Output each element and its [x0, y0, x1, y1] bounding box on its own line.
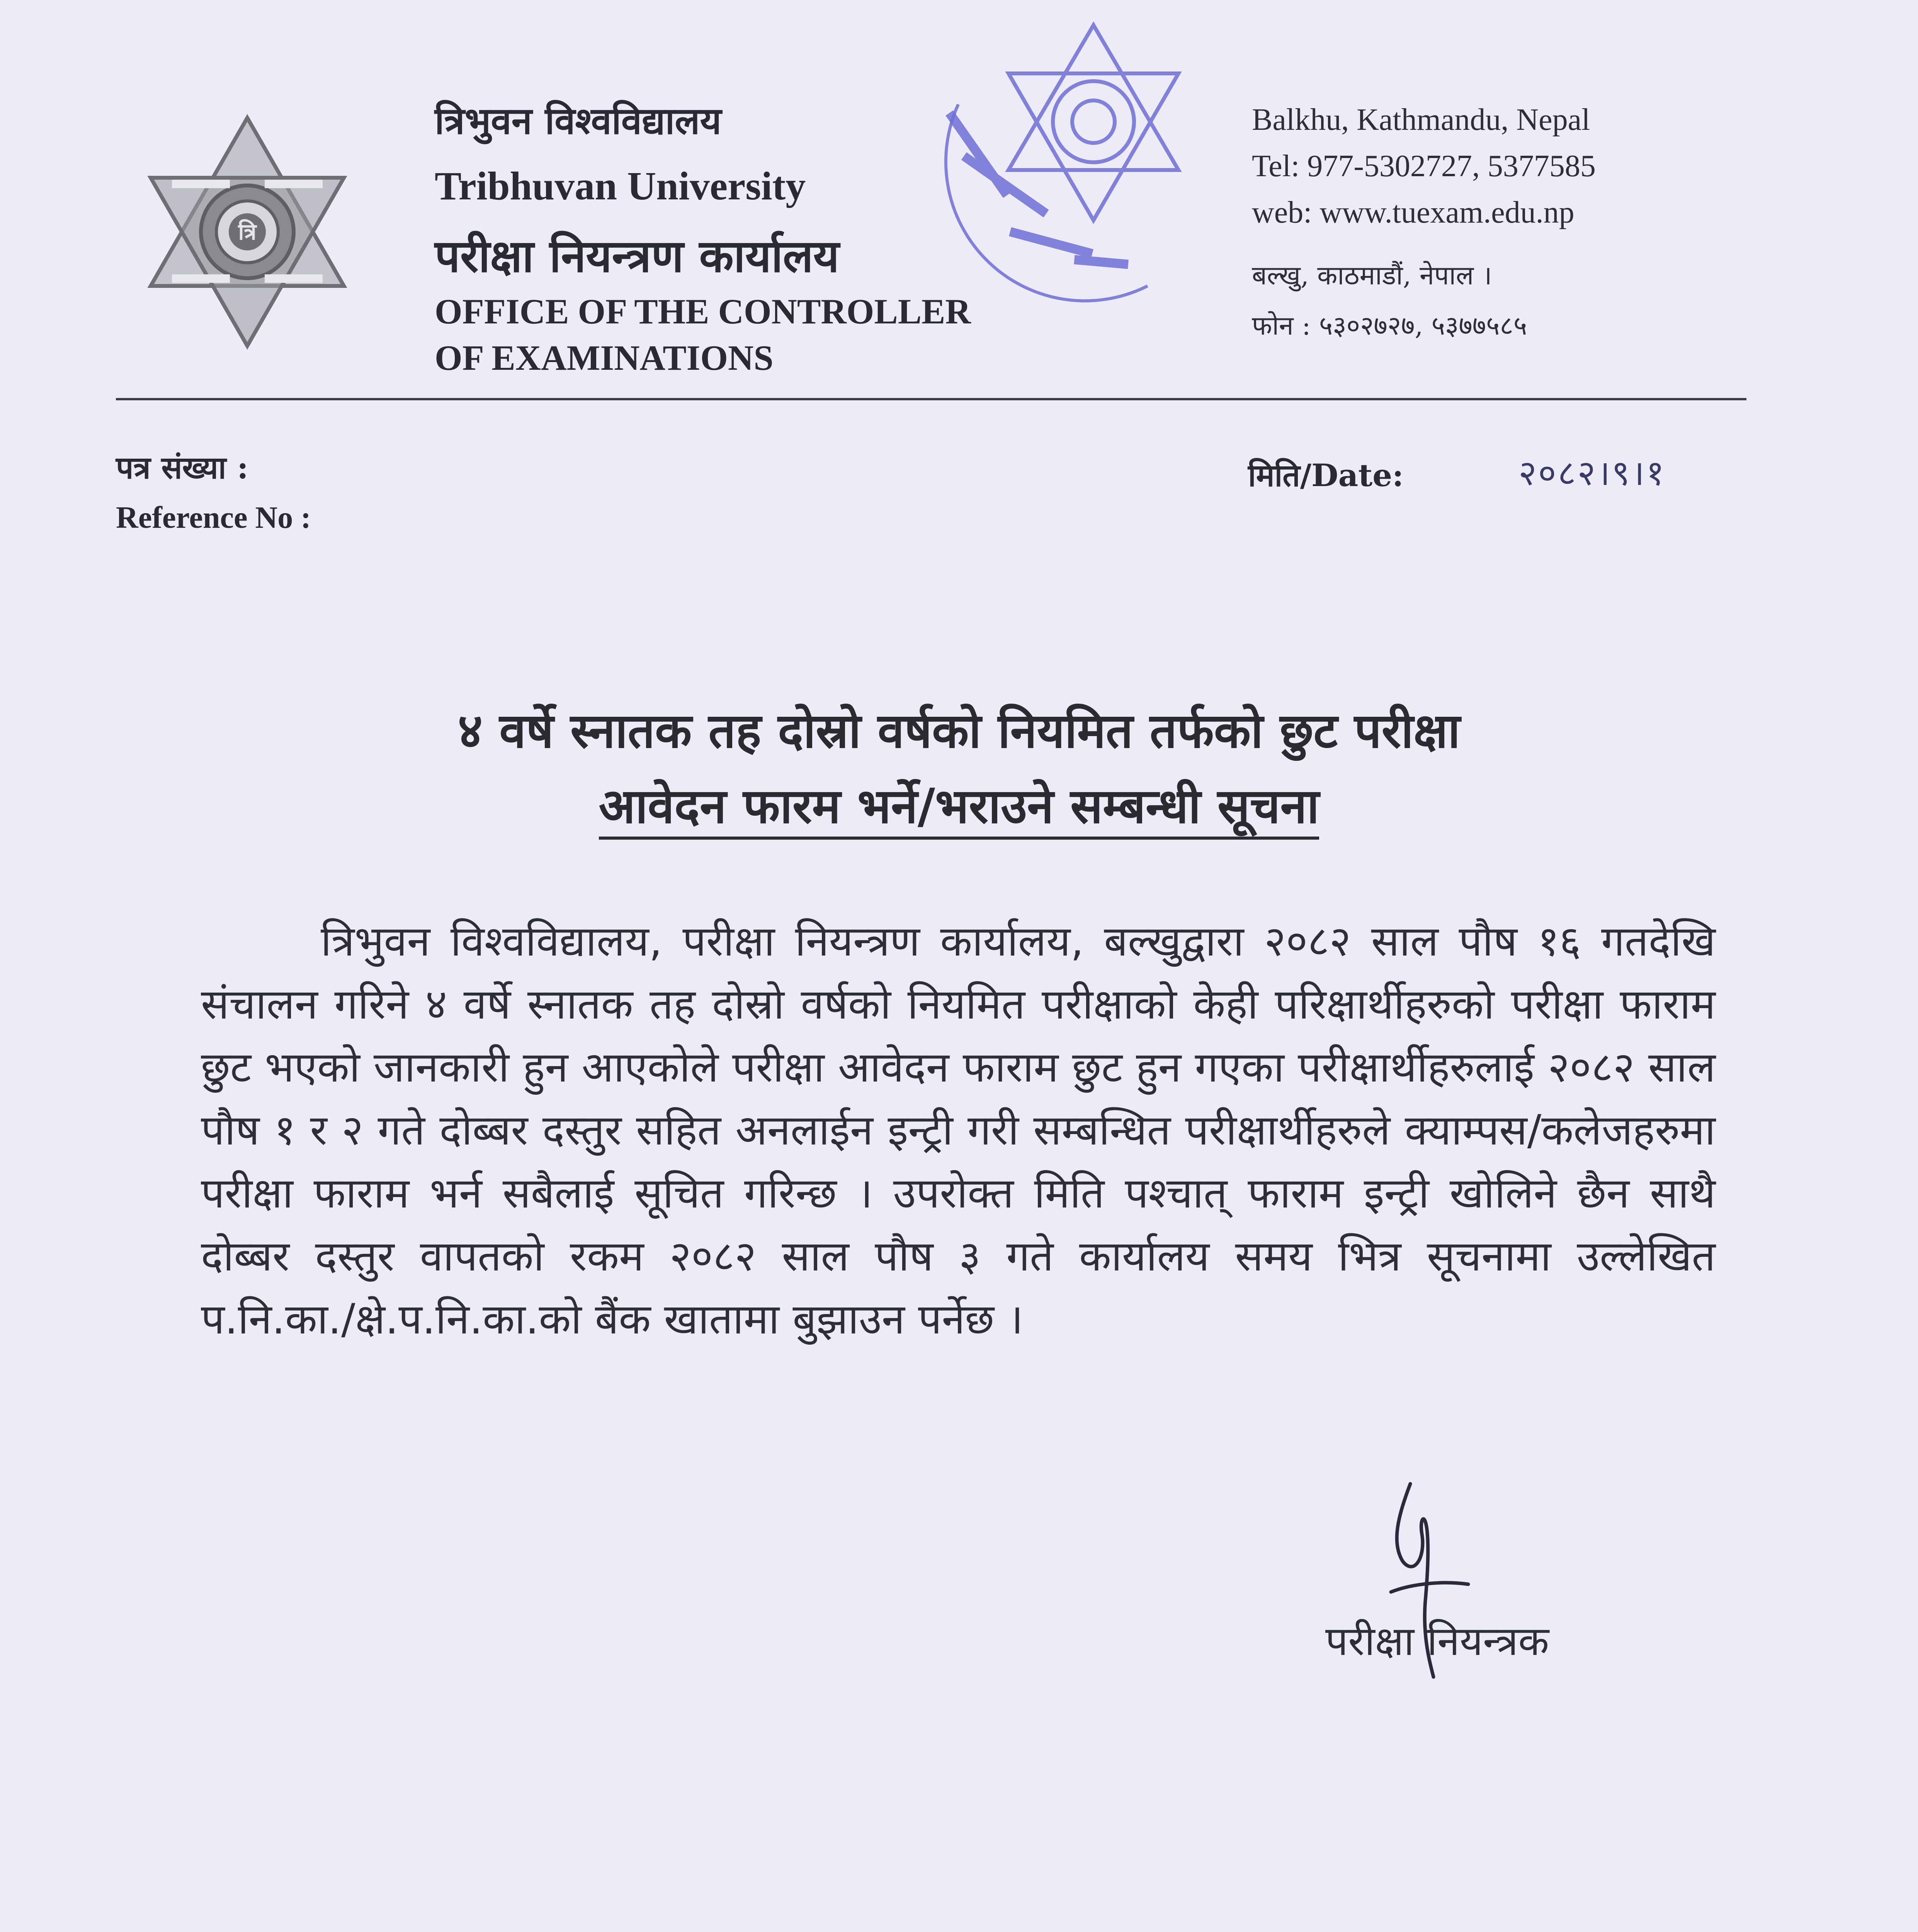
header-divider [116, 398, 1746, 400]
office-seal-stamp-icon [931, 19, 1209, 313]
university-name-np: त्रिभुवन विश्वविद्यालय [435, 99, 722, 143]
website-en: web: www.tuexam.edu.np [1252, 196, 1575, 230]
office-name-np: परीक्षा नियन्त्रण कार्यालय [435, 230, 840, 282]
university-name-en: Tribhuvan University [435, 164, 806, 208]
notice-body-paragraph: त्रिभुवन विश्वविद्यालय, परीक्षा नियन्त्रण कार्यालय, बल्खुद्वारा २०८२ साल पौष १६ गतदेखि संचालन गरिने ४ वर्षे स्नातक तह दोस्रो वर्षको नियमित परीक्षाको केही परिक्षार्थीहरुको परीक्षा फाराम छुट भएको जानकारी हुन आएकोले परीक्षा आवेदन फाराम छुट हुन गएका परीक्षार्थीहरुलाई २०८२ साल पौष १ र २ गते दोब्बर दस्तुर सहित अनलाईन इन्ट्री गरी सम्बन्धित परीक्षार्थीहरुले क्याम्पस/कलेजहरुमा परीक्षा फाराम भर्न सबैलाई सूचित गरिन्छ । उपरोक्त मिति पश्चात् फाराम इन्ट्री खोलिने छैन साथै दोब्बर दस्तुर वापतको रकम २०८२ साल पौष ३ गते कार्यालय समय भित्र सूचनामा उल्लेखित प.नि.का./क्षे.प.नि.का.को बैंक खातामा बुझाउन पर्नेछ । [201, 917, 1716, 1344]
address-en: Balkhu, Kathmandu, Nepal [1252, 103, 1590, 137]
tribhuvan-university-emblem-icon [145, 112, 350, 352]
notice-title-line2-text: आवेदन फारम भर्ने/भराउने सम्बन्धी सूचना [599, 782, 1319, 840]
reference-label-np: पत्र संख्या : [116, 449, 248, 486]
office-name-en-line1: OFFICE OF THE CONTROLLER [435, 292, 971, 331]
notice-title-line2 [0, 779, 1918, 840]
date-value: २०८२।९।१ [1518, 453, 1666, 493]
signatory-title: परीक्षा नियन्त्रक [1325, 1617, 1549, 1665]
telephone-en: Tel: 977-5302727, 5377585 [1252, 149, 1596, 183]
phone-np: फोन : ५३०२७२७, ५३७७५८५ [1252, 311, 1527, 341]
notice-title-line1: ४ वर्षे स्नातक तह दोस्रो वर्षको नियमित तर्फको छुट परीक्षा [457, 703, 1461, 759]
svg-text:त्रि: त्रि [238, 219, 257, 245]
office-name-en-line2: OF EXAMINATIONS [435, 338, 774, 378]
reference-label-en: Reference No : [116, 501, 311, 535]
date-label: मिति/Date: [1248, 457, 1404, 493]
address-np: बल्खु, काठमाडौं, नेपाल । [1252, 260, 1492, 291]
